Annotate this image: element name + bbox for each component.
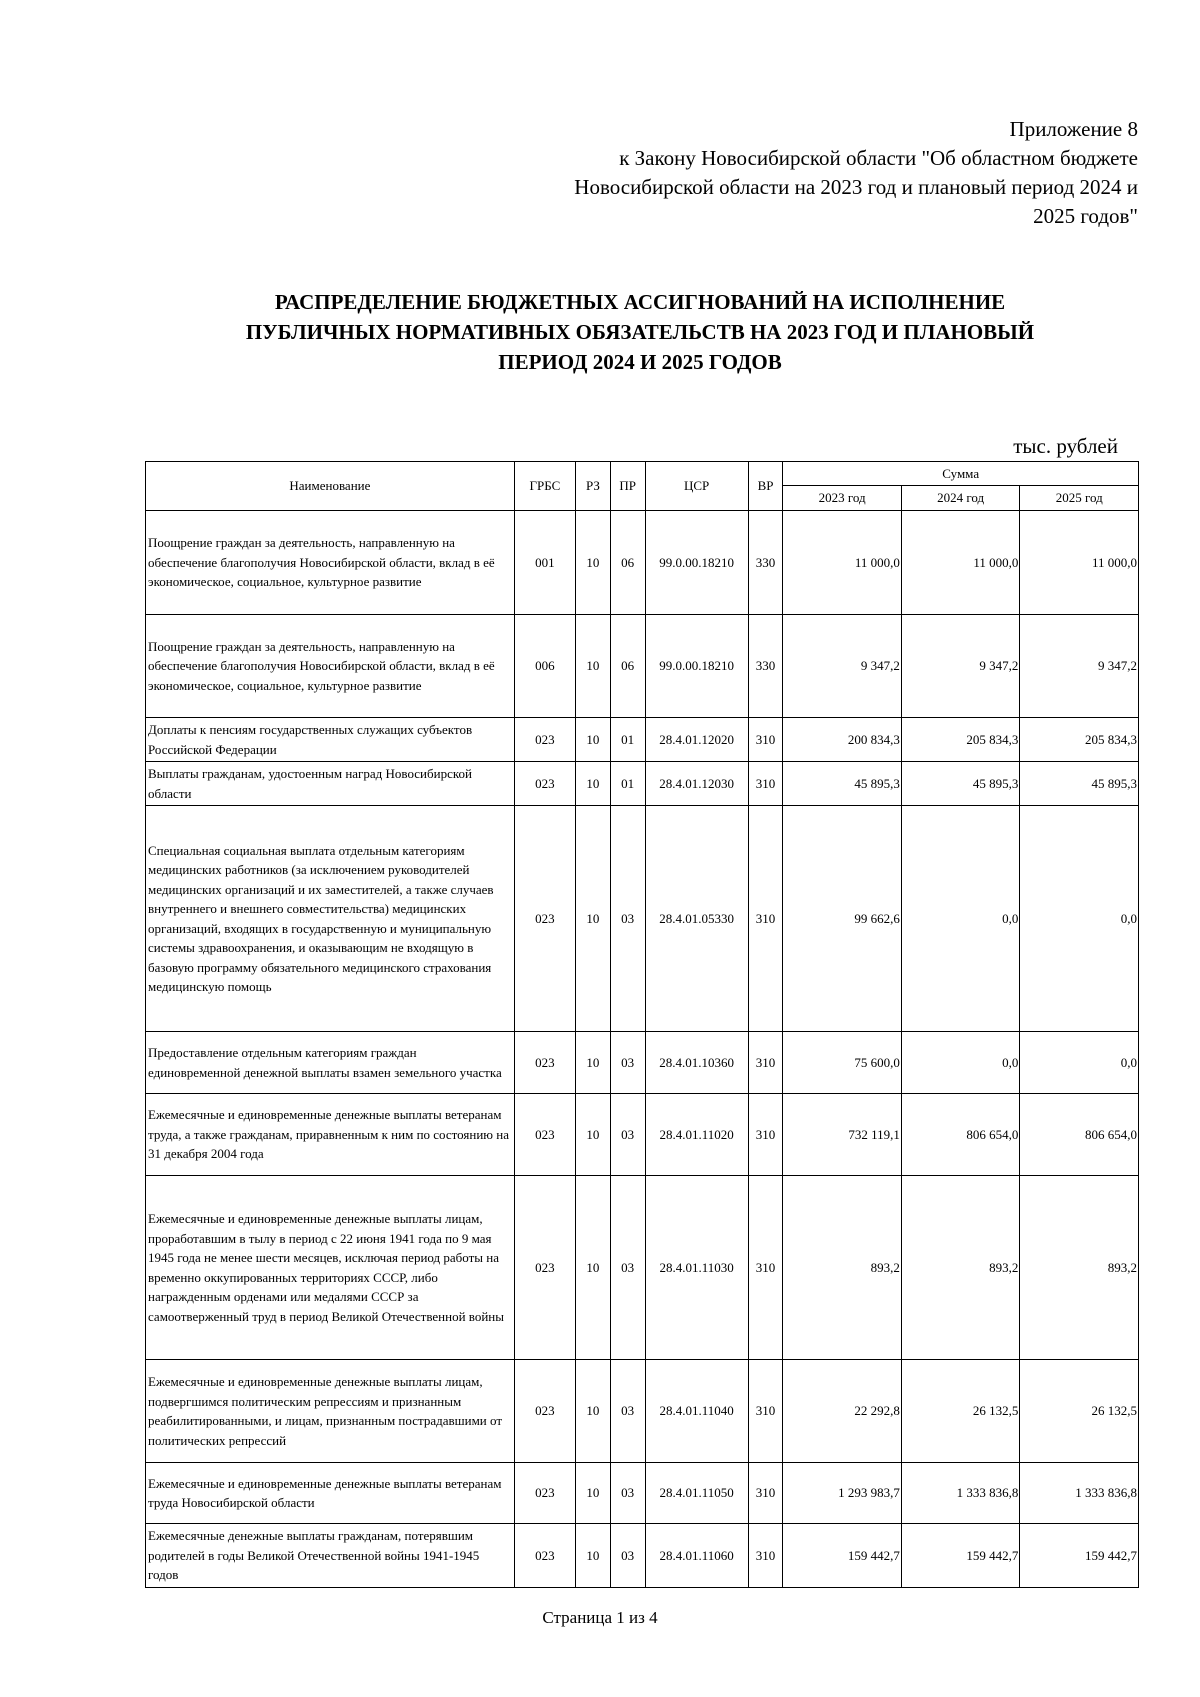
- cell-rz: 10: [576, 1094, 611, 1176]
- cell-csr: 28.4.01.11030: [645, 1176, 748, 1360]
- cell-grbs: 023: [514, 1176, 575, 1360]
- cell-vr: 310: [748, 1360, 783, 1463]
- cell-vr: 310: [748, 1176, 783, 1360]
- cell-csr: 28.4.01.10360: [645, 1032, 748, 1094]
- budget-table: [145, 461, 1139, 1588]
- header-year-2023: 2023 год: [783, 486, 902, 511]
- appendix-line: Приложение 8: [1009, 117, 1138, 141]
- cell-pr: 03: [610, 1094, 645, 1176]
- cell-2023: 75 600,0: [783, 1032, 902, 1094]
- cell-csr: 99.0.00.18210: [645, 511, 748, 615]
- title-line: ПЕРИОД 2024 И 2025 ГОДОВ: [498, 350, 782, 374]
- cell-pr: 06: [610, 511, 645, 615]
- cell-vr: 330: [748, 615, 783, 718]
- cell-2023: 732 119,1: [783, 1094, 902, 1176]
- cell-pr: 03: [610, 1176, 645, 1360]
- header-sum: Сумма: [783, 462, 1139, 486]
- cell-2023: 99 662,6: [783, 806, 902, 1032]
- cell-csr: 28.4.01.11020: [645, 1094, 748, 1176]
- cell-2023: 9 347,2: [783, 615, 902, 718]
- document-title: [150, 287, 1130, 377]
- row-name: Ежемесячные и единовременные денежные выплаты лицам, проработавшим в тылу в период с 22 июня 1941 года по 9 мая 1945 года не менее шести месяцев, исключая период работы на временно оккупированных территориях СССР, либо награжденным орденами или медалями СССР за самоотверженный труд в период Великой Отечественной войны: [146, 1176, 515, 1360]
- cell-grbs: 023: [514, 1463, 575, 1524]
- cell-vr: 310: [748, 1094, 783, 1176]
- header-csr: ЦСР: [645, 462, 748, 511]
- cell-pr: 03: [610, 1360, 645, 1463]
- table-row: [146, 1524, 1139, 1588]
- cell-2024: 806 654,0: [901, 1094, 1020, 1176]
- row-name: Ежемесячные денежные выплаты гражданам, потерявшим родителей в годы Великой Отечественной войны 1941-1945 годов: [146, 1524, 515, 1588]
- cell-vr: 310: [748, 762, 783, 806]
- cell-2025: 0,0: [1020, 1032, 1139, 1094]
- table-body: [146, 511, 1139, 1588]
- cell-csr: 28.4.01.12020: [645, 718, 748, 762]
- cell-vr: 310: [748, 1524, 783, 1588]
- appendix-line: к Закону Новосибирской области "Об областном бюджете: [619, 146, 1138, 170]
- cell-rz: 10: [576, 806, 611, 1032]
- cell-vr: 310: [748, 718, 783, 762]
- appendix-line: 2025 годов": [1033, 204, 1138, 228]
- row-name: Ежемесячные и единовременные денежные выплаты ветеранам труда, а также гражданам, приравненным к ним по состоянию на 31 декабря 2004 года: [146, 1094, 515, 1176]
- header-rz: РЗ: [576, 462, 611, 511]
- row-name: Доплаты к пенсиям государственных служащих субъектов Российской Федерации: [146, 718, 515, 762]
- cell-2024: 9 347,2: [901, 615, 1020, 718]
- row-name: Специальная социальная выплата отдельным категориям медицинских работников (за исключением руководителей медицинских организаций и их заместителей, а также случаев внутреннего и внешнего совместительства) медицинских организаций, входящих в государственную и муниципальную системы здравоохранения, и оказывающим не входящую в базовую программу обязательного медицинского страхования медицинскую помощь: [146, 806, 515, 1032]
- cell-vr: 310: [748, 1032, 783, 1094]
- cell-grbs: 023: [514, 806, 575, 1032]
- cell-vr: 310: [748, 806, 783, 1032]
- cell-2023: 200 834,3: [783, 718, 902, 762]
- cell-2024: 205 834,3: [901, 718, 1020, 762]
- table-row: [146, 1360, 1139, 1463]
- cell-pr: 03: [610, 1032, 645, 1094]
- cell-rz: 10: [576, 1176, 611, 1360]
- cell-2024: 45 895,3: [901, 762, 1020, 806]
- cell-pr: 01: [610, 718, 645, 762]
- cell-rz: 10: [576, 615, 611, 718]
- cell-2025: 9 347,2: [1020, 615, 1139, 718]
- cell-2023: 11 000,0: [783, 511, 902, 615]
- row-name: Ежемесячные и единовременные денежные выплаты лицам, подвергшимся политическим репрессиям и признанным реабилитированными, и лицам, признанным пострадавшими от политических репрессий: [146, 1360, 515, 1463]
- table-row: [146, 1032, 1139, 1094]
- cell-rz: 10: [576, 1032, 611, 1094]
- cell-2025: 0,0: [1020, 806, 1139, 1032]
- cell-grbs: 023: [514, 1094, 575, 1176]
- row-name: Предоставление отдельным категориям граждан единовременной денежной выплаты взамен земельного участка: [146, 1032, 515, 1094]
- header-grbs: ГРБС: [514, 462, 575, 511]
- row-name: Поощрение граждан за деятельность, направленную на обеспечение благополучия Новосибирской области, вклад в её экономическое, социальное, культурное развитие: [146, 511, 515, 615]
- cell-2025: 806 654,0: [1020, 1094, 1139, 1176]
- cell-csr: 28.4.01.05330: [645, 806, 748, 1032]
- cell-2024: 893,2: [901, 1176, 1020, 1360]
- cell-csr: 99.0.00.18210: [645, 615, 748, 718]
- header-pr: ПР: [610, 462, 645, 511]
- cell-2025: 205 834,3: [1020, 718, 1139, 762]
- cell-rz: 10: [576, 762, 611, 806]
- row-name: Ежемесячные и единовременные денежные выплаты ветеранам труда Новосибирской области: [146, 1463, 515, 1524]
- cell-2025: 26 132,5: [1020, 1360, 1139, 1463]
- cell-vr: 310: [748, 1463, 783, 1524]
- table-row: [146, 511, 1139, 615]
- cell-csr: 28.4.01.11060: [645, 1524, 748, 1588]
- table-row: [146, 615, 1139, 718]
- cell-grbs: 023: [514, 718, 575, 762]
- title-line: РАСПРЕДЕЛЕНИЕ БЮДЖЕТНЫХ АССИГНОВАНИЙ НА ИСПОЛНЕНИЕ: [274, 290, 1006, 314]
- header-year-2024: 2024 год: [901, 486, 1020, 511]
- cell-pr: 01: [610, 762, 645, 806]
- cell-grbs: 006: [514, 615, 575, 718]
- cell-rz: 10: [576, 511, 611, 615]
- header-vr: ВР: [748, 462, 783, 511]
- cell-grbs: 023: [514, 1032, 575, 1094]
- units-label: тыс. рублей: [1013, 434, 1118, 458]
- cell-csr: 28.4.01.11050: [645, 1463, 748, 1524]
- cell-2025: 1 333 836,8: [1020, 1463, 1139, 1524]
- cell-2025: 159 442,7: [1020, 1524, 1139, 1588]
- table-header: [146, 462, 1139, 511]
- appendix-line: Новосибирской области на 2023 год и плановый период 2024 и: [574, 175, 1138, 199]
- cell-vr: 330: [748, 511, 783, 615]
- cell-csr: 28.4.01.12030: [645, 762, 748, 806]
- cell-grbs: 023: [514, 1360, 575, 1463]
- table-row: [146, 1176, 1139, 1360]
- cell-2024: 159 442,7: [901, 1524, 1020, 1588]
- cell-2025: 11 000,0: [1020, 511, 1139, 615]
- cell-2023: 159 442,7: [783, 1524, 902, 1588]
- header-year-2025: 2025 год: [1020, 486, 1139, 511]
- cell-2023: 22 292,8: [783, 1360, 902, 1463]
- cell-2024: 0,0: [901, 1032, 1020, 1094]
- appendix-note: [400, 115, 1138, 231]
- cell-rz: 10: [576, 718, 611, 762]
- header-name: Наименование: [146, 462, 515, 511]
- cell-2025: 893,2: [1020, 1176, 1139, 1360]
- title-line: ПУБЛИЧНЫХ НОРМАТИВНЫХ ОБЯЗАТЕЛЬСТВ НА 2023 ГОД И ПЛАНОВЫЙ: [245, 320, 1035, 344]
- cell-2023: 45 895,3: [783, 762, 902, 806]
- table-row: [146, 762, 1139, 806]
- cell-rz: 10: [576, 1463, 611, 1524]
- cell-rz: 10: [576, 1360, 611, 1463]
- cell-grbs: 001: [514, 511, 575, 615]
- cell-2024: 0,0: [901, 806, 1020, 1032]
- row-name: Выплаты гражданам, удостоенным наград Новосибирской области: [146, 762, 515, 806]
- cell-2023: 1 293 983,7: [783, 1463, 902, 1524]
- table-row: [146, 1094, 1139, 1176]
- cell-pr: 06: [610, 615, 645, 718]
- cell-2025: 45 895,3: [1020, 762, 1139, 806]
- cell-pr: 03: [610, 806, 645, 1032]
- cell-pr: 03: [610, 1463, 645, 1524]
- cell-2024: 1 333 836,8: [901, 1463, 1020, 1524]
- table-row: [146, 1463, 1139, 1524]
- cell-grbs: 023: [514, 1524, 575, 1588]
- cell-grbs: 023: [514, 762, 575, 806]
- cell-csr: 28.4.01.11040: [645, 1360, 748, 1463]
- cell-2024: 11 000,0: [901, 511, 1020, 615]
- table-row: [146, 806, 1139, 1032]
- table-row: [146, 718, 1139, 762]
- cell-pr: 03: [610, 1524, 645, 1588]
- cell-2023: 893,2: [783, 1176, 902, 1360]
- cell-rz: 10: [576, 1524, 611, 1588]
- cell-2024: 26 132,5: [901, 1360, 1020, 1463]
- page-number: Страница 1 из 4: [542, 1608, 658, 1627]
- row-name: Поощрение граждан за деятельность, направленную на обеспечение благополучия Новосибирской области, вклад в её экономическое, социальное, культурное развитие: [146, 615, 515, 718]
